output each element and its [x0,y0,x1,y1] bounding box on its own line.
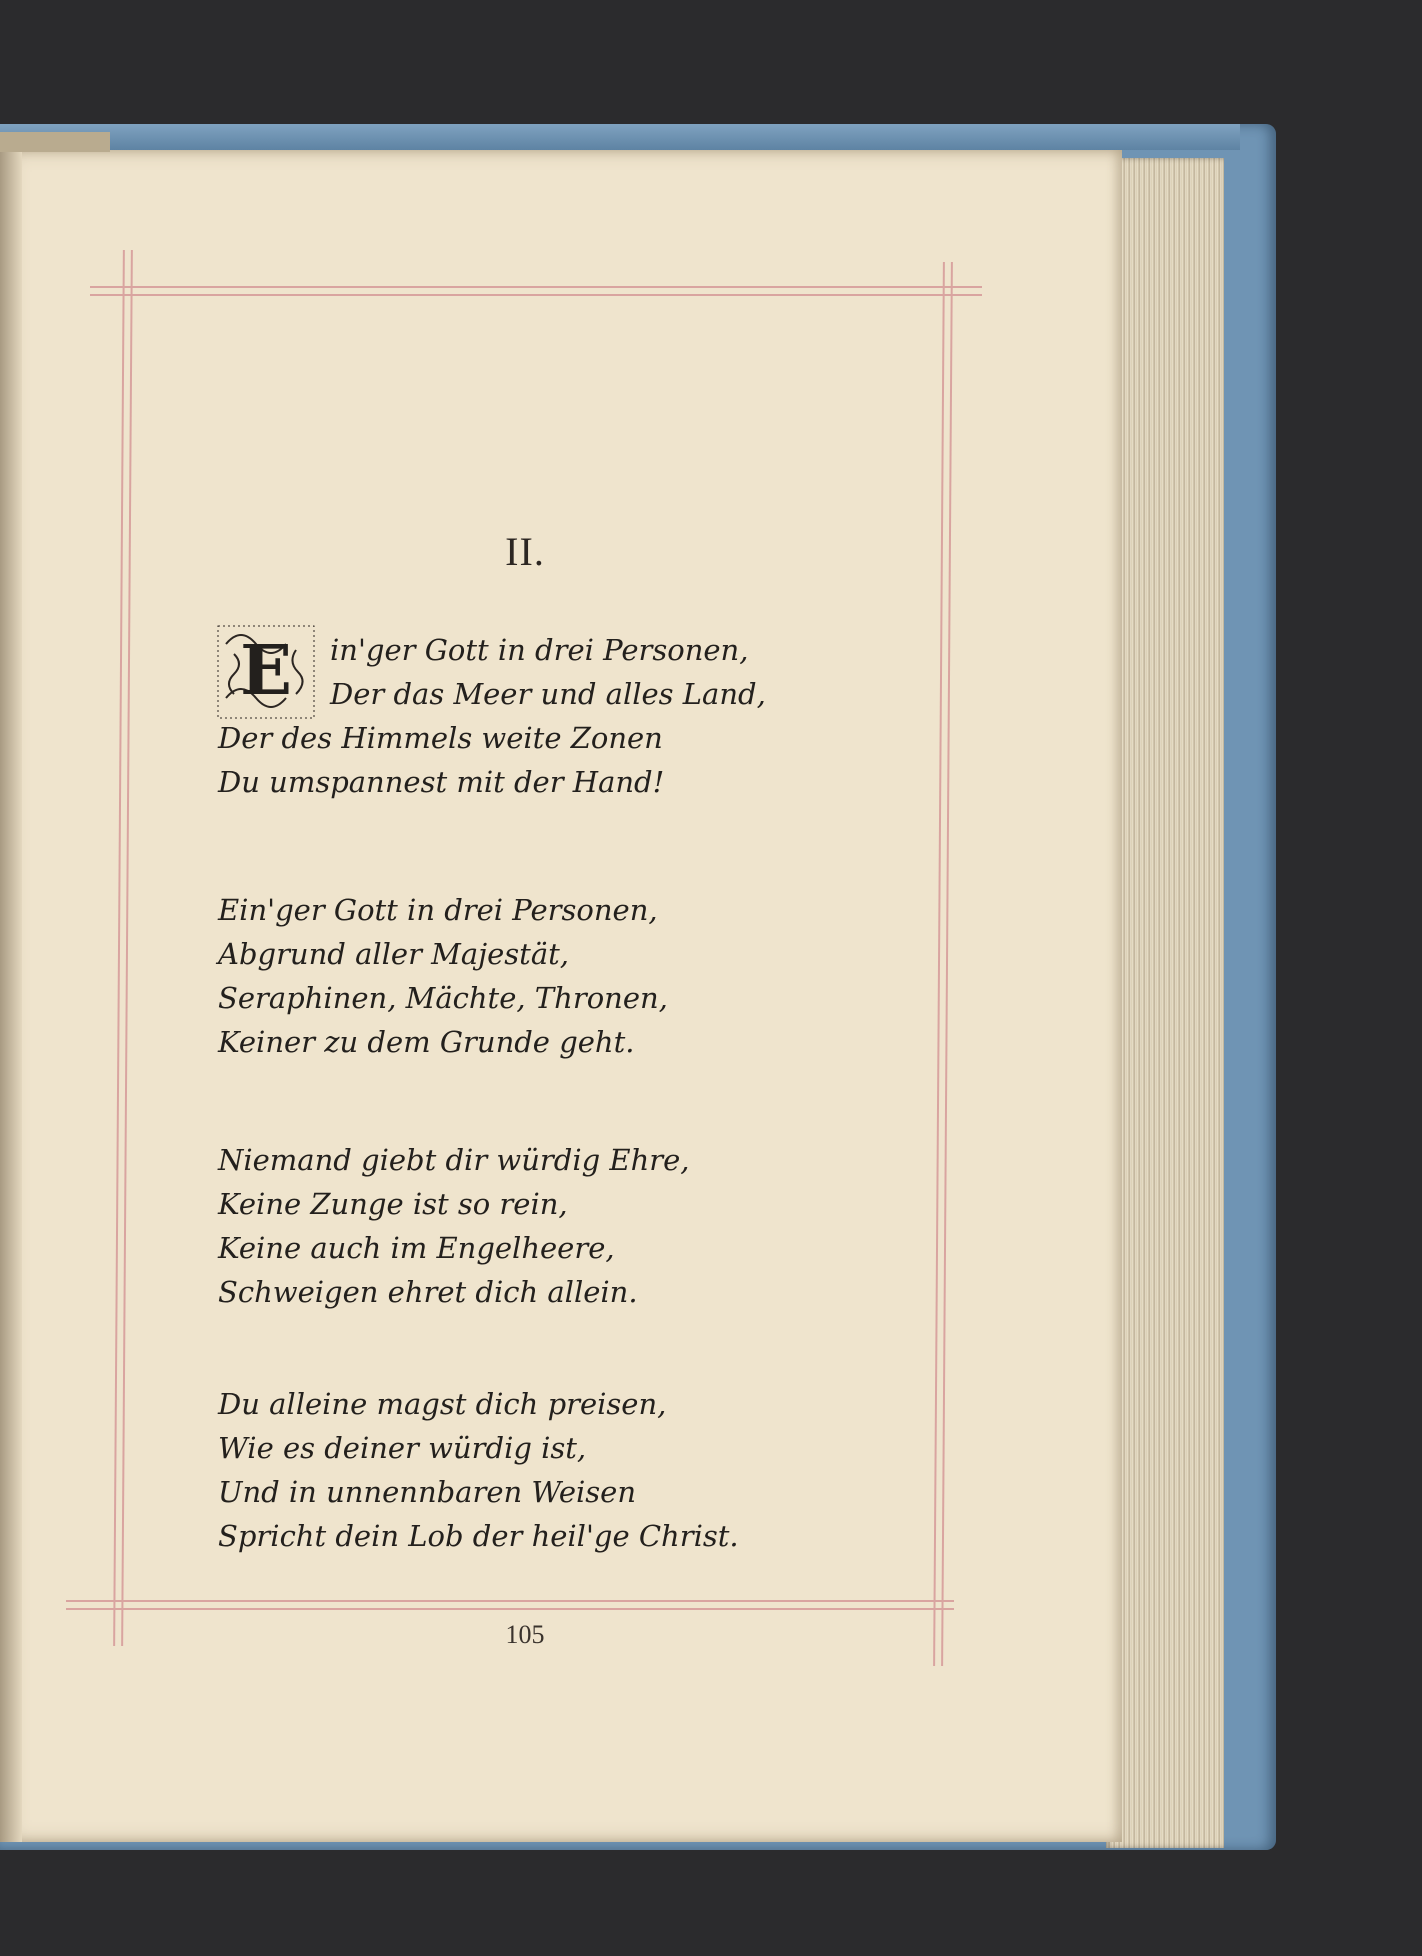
ornamental-initial [216,624,316,720]
cover-top-edge [0,124,1240,150]
verse-line: in'ger Gott in drei Personen, [330,633,749,667]
verse-line: Der des Himmels weite Zonen [218,721,663,755]
page-number: 105 [505,1620,545,1649]
verse-line: Niemand giebt dir würdig Ehre, [218,1143,690,1177]
verse-line: Der das Meer und alles Land, [330,677,766,711]
verse-line: Wie es deiner würdig ist, [218,1431,587,1465]
verse-line: Und in unnennbaren Weisen [218,1475,636,1509]
page-edges [1106,158,1224,1848]
stanza-1 [218,628,858,804]
frame-bottom-rule-inner [66,1608,954,1610]
verse-line: Du alleine magst dich preisen, [218,1387,667,1421]
verse-line: Keiner zu dem Grunde geht. [218,1025,635,1059]
frame-top-rule [90,286,982,288]
stanza-3 [218,1138,858,1314]
verse-line: Du umspannest mit der Hand! [218,765,665,799]
verse-line: Abgrund aller Majestät, [218,937,569,971]
frame-top-rule-inner [90,294,982,296]
poem-section-number: II. [505,529,545,574]
verse-line: Seraphinen, Mächte, Thronen, [218,981,668,1015]
verse-line: Schweigen ehret dich allein. [218,1275,638,1309]
verse-line: Ein'ger Gott in drei Personen, [218,893,658,927]
verse-line: Keine auch im Engelheere, [218,1231,615,1265]
verse-line: Keine Zunge ist so rein, [218,1187,568,1221]
spine-cloth [0,132,110,152]
stanza-2 [218,888,858,1064]
page-gutter [0,150,22,1842]
stanza-4 [218,1382,858,1558]
svg-text:E: E [240,631,292,711]
frame-bottom-rule [66,1600,954,1602]
verse-line: Spricht dein Lob der heil'ge Christ. [218,1519,739,1553]
